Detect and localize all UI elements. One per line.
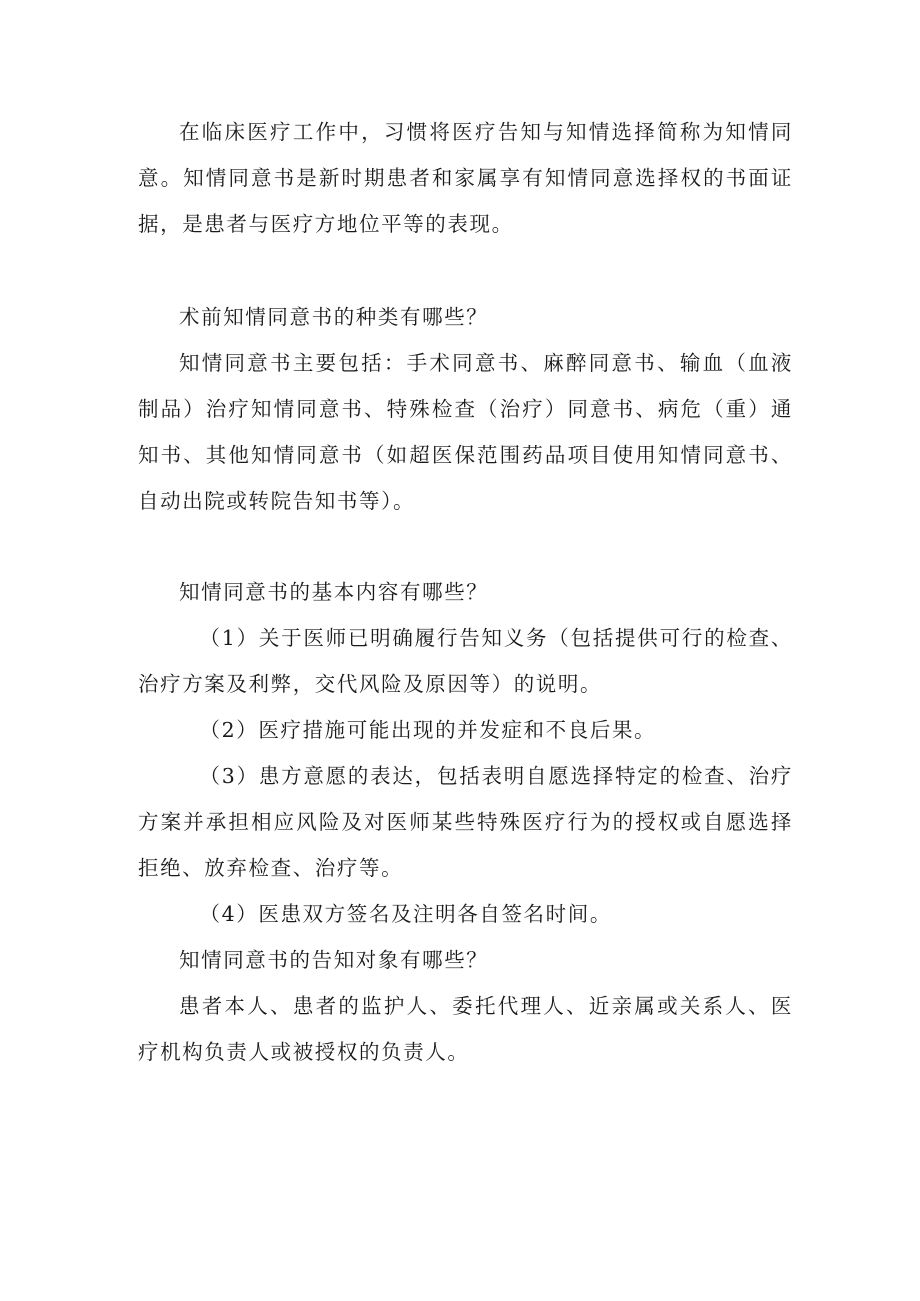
content-question: 知情同意书的基本内容有哪些？: [179, 580, 489, 604]
content-item-3: （3）患方意愿的表达，包括表明自愿选择特定的检查、治疗方案并承担相应风险及对医师某些特殊医疗行为的授权或自愿选择拒绝、放弃检查、治疗等。: [138, 764, 793, 880]
document-body: [138, 109, 793, 1075]
targets-answer: 患者本人、患者的监护人、委托代理人、近亲属或关系人、医疗机构负责人或被授权的负责人。: [138, 994, 793, 1064]
types-answer: 知情同意书主要包括：手术同意书、麻醉同意书、输血（血液制品）治疗知情同意书、特殊检查（治疗）同意书、病危（重）通知书、其他知情同意书（如超医保范围药品项目使用知情同意书、自动出院或转院告知书等）。: [138, 351, 793, 513]
types-question: 术前知情同意书的种类有哪些？: [179, 305, 489, 329]
content-item-1: （1）关于医师已明确履行告知义务（包括提供可行的检查、治疗方案及利弊，交代风险及原因等）的说明。: [138, 626, 793, 696]
intro-paragraph: 在临床医疗工作中，习惯将医疗告知与知情选择简称为知情同意。知情同意书是新时期患者和家属享有知情同意选择权的书面证据，是患者与医疗方地位平等的表现。: [138, 120, 793, 236]
content-item-4: （4）医患双方签名及注明各自签名时间。: [199, 902, 612, 926]
targets-question: 知情同意书的告知对象有哪些？: [179, 948, 489, 972]
content-item-2: （2）医疗措施可能出现的并发症和不良后果。: [199, 718, 657, 742]
